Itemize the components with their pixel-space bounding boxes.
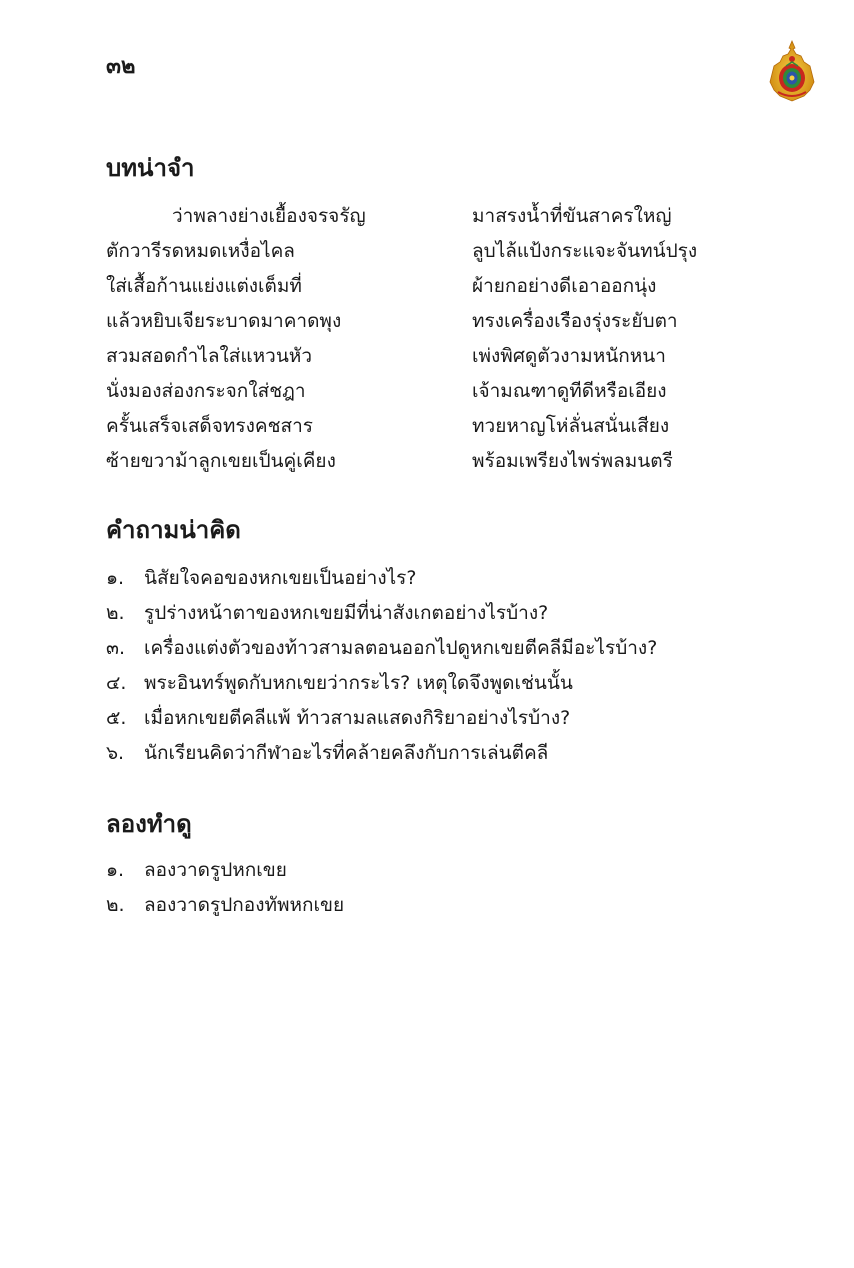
- item-number: ๑.: [106, 567, 125, 589]
- item-text: เครื่องแต่งตัวของท้าวสามลตอนออกไปดูหกเขยตีคลีมีอะไรบ้าง?: [144, 637, 658, 659]
- poem-second-half: เจ้ามณฑาดูทีดีหรือเอียง: [472, 380, 667, 402]
- poem-second-half: มาสรงน้ำที่ขันสาครใหญ่: [472, 205, 672, 227]
- poem-first-half: ว่าพลางย่างเยื้องจรจรัญ: [172, 205, 366, 227]
- poem-line: [106, 412, 746, 447]
- list-item: [106, 564, 746, 599]
- poem-second-half: ทวยหาญโห่ลั่นสนั่นเสียง: [472, 415, 670, 437]
- ministry-emblem-icon: [768, 40, 816, 102]
- item-number: ๖.: [106, 742, 125, 764]
- poem-heading: บทน่าจำ: [106, 154, 195, 182]
- list-item: [106, 739, 746, 774]
- poem-line: [106, 307, 746, 342]
- item-text: ลองวาดรูปกองทัพหกเขย: [144, 894, 345, 916]
- poem-first-half: นั่งมองส่องกระจกใส่ชฎา: [106, 380, 306, 402]
- item-number: ๓.: [106, 637, 126, 659]
- item-number: ๒.: [106, 602, 125, 624]
- list-item: [106, 856, 746, 891]
- item-number: ๔.: [106, 672, 127, 694]
- poem-line: [106, 272, 746, 307]
- poem-line: [106, 202, 746, 237]
- poem-first-half: ซ้ายขวาม้าลูกเขยเป็นคู่เคียง: [106, 450, 336, 472]
- activity-heading: ลองทำดู: [106, 810, 192, 838]
- poem: [106, 202, 746, 482]
- questions-list: [106, 564, 746, 774]
- activity-list: [106, 856, 746, 926]
- poem-second-half: เพ่งพิศดูตัวงามหนักหนา: [472, 345, 666, 367]
- poem-line: [106, 237, 746, 272]
- poem-first-half: ครั้นเสร็จเสด็จทรงคชสาร: [106, 415, 313, 437]
- item-number: ๑.: [106, 859, 125, 881]
- item-text: เมื่อหกเขยตีคลีแพ้ ท้าวสามลแสดงกิริยาอย่างไรบ้าง?: [144, 707, 571, 729]
- item-number: ๕.: [106, 707, 127, 729]
- list-item: [106, 704, 746, 739]
- questions-heading: คำถามน่าคิด: [106, 516, 241, 544]
- poem-second-half: ผ้ายกอย่างดีเอาออกนุ่ง: [472, 275, 657, 297]
- poem-line: [106, 447, 746, 482]
- page-number: ๓๒: [106, 54, 136, 79]
- poem-first-half: แล้วหยิบเจียระบาดมาคาดพุง: [106, 310, 342, 332]
- item-text: นิสัยใจคอของหกเขยเป็นอย่างไร?: [144, 567, 417, 589]
- item-text: พระอินทร์พูดกับหกเขยว่ากระไร? เหตุใดจึงพูดเช่นนั้น: [144, 672, 573, 694]
- poem-first-half: สวมสอดกำไลใส่แหวนหัว: [106, 345, 313, 367]
- poem-first-half: ใส่เสื้อก้านแย่งแต่งเต็มที่: [106, 275, 302, 297]
- list-item: [106, 634, 746, 669]
- poem-line: [106, 342, 746, 377]
- poem-second-half: ทรงเครื่องเรืองรุ่งระยับตา: [472, 310, 678, 332]
- poem-second-half: ลูบไล้แป้งกระแจะจันทน์ปรุง: [472, 240, 698, 262]
- item-text: ลองวาดรูปหกเขย: [144, 859, 287, 881]
- item-text: รูปร่างหน้าตาของหกเขยมีที่น่าสังเกตอย่างไรบ้าง?: [144, 602, 549, 624]
- item-text: นักเรียนคิดว่ากีฬาอะไรที่คล้ายคลึงกับการเล่นตีคลี: [144, 742, 549, 764]
- poem-first-half: ตักวารีรดหมดเหงื่อไคล: [106, 240, 295, 262]
- poem-line: [106, 377, 746, 412]
- poem-second-half: พร้อมเพรียงไพร่พลมนตรี: [472, 450, 673, 472]
- item-number: ๒.: [106, 894, 125, 916]
- list-item: [106, 599, 746, 634]
- list-item: [106, 891, 746, 926]
- list-item: [106, 669, 746, 704]
